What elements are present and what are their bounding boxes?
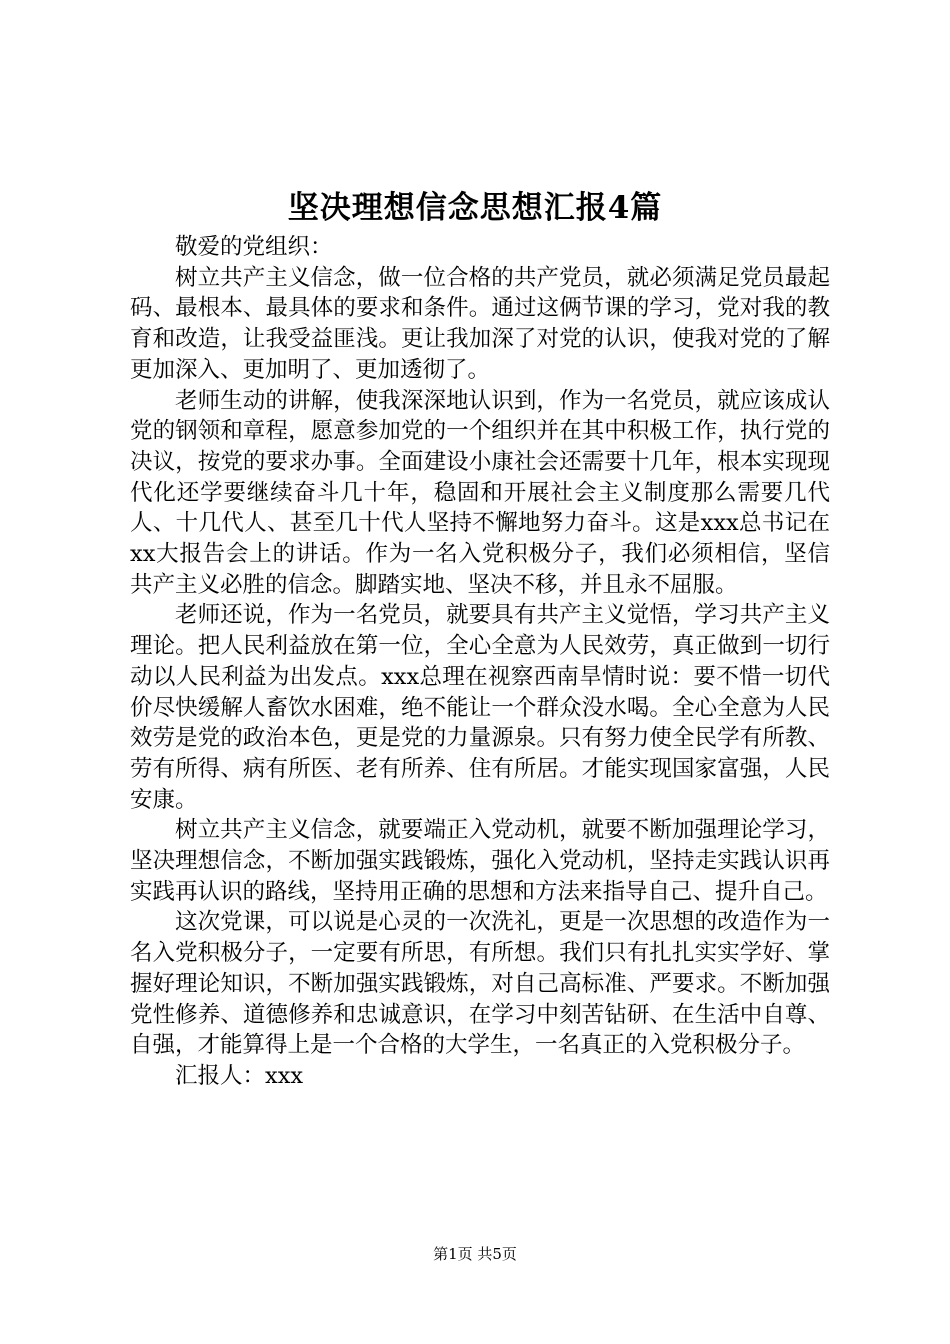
- body-paragraph: 老师生动的讲解，使我深深地认识到，作为一名党员，就应该成认党的钢领和章程，愿意参加党的一个组织并在其中积极工作，执行党的决议，按党的要求办事。全面建设小康社会还需要十几年，根本实现现代化还学要继续奋斗几十年，稳固和开展社会主义制度那么需要几代人、十几代人、甚至几十代人坚持不懈地努力奋斗。这是xxx总书记在xx大报告会上的讲话。作为一名入党积极分子，我们必须相信，坚信共产主义必胜的信念。脚踏实地、坚决不移，并且永不屈服。: [130, 387, 830, 598]
- body-paragraph: 树立共产主义信念，做一位合格的共产党员，就必须满足党员最起码、最根本、最具体的要求和条件。通过这俩节课的学习，党对我的教育和改造，让我受益匪浅。更让我加深了对党的认识，使我对党的了解更加深入、更加明了、更加透彻了。: [130, 264, 830, 383]
- document-body: [130, 232, 830, 1092]
- body-paragraph: 树立共产主义信念，就要端正入党动机，就要不断加强理论学习，坚决理想信念，不断加强实践锻炼，强化入党动机，坚持走实践认识再实践再认识的路线，坚持用正确的思想和方法来指导自己、提升自己。: [130, 817, 830, 905]
- body-paragraph: 这次党课，可以说是心灵的一次洗礼，更是一次思想的改造作为一名入党积极分子，一定要有所思，有所想。我们只有扎扎实实学好、掌握好理论知识，不断加强实践锻炼，对自己高标准、严要求。不断加强党性修养、道德修养和忠诚意识，在学习中刻苦钻研、在生活中自尊、自强，才能算得上是一个合格的大学生，一名真正的入党积极分子。: [130, 909, 830, 1059]
- signature-line: 汇报人：xxx: [175, 1062, 304, 1089]
- body-paragraph: 老师还说，作为一名党员，就要具有共产主义觉悟，学习共产主义理论。把人民利益放在第一位，全心全意为人民效劳，真正做到一切行动以人民利益为出发点。xxx总理在视察西南旱情时说：要不惜一切代价尽快缓解人畜饮水困难，绝不能让一个群众没水喝。全心全意为人民效劳是党的政治本色，更是党的力量源泉。只有努力使全民学有所教、劳有所得、病有所医、老有所养、住有所居。才能实现国家富强，人民安康。: [130, 602, 830, 813]
- document-title: 坚决理想信念思想汇报4篇: [287, 190, 663, 226]
- salutation: 敬爱的党组织：: [175, 234, 333, 260]
- page-number-footer: 第1页 共5页: [433, 1245, 517, 1263]
